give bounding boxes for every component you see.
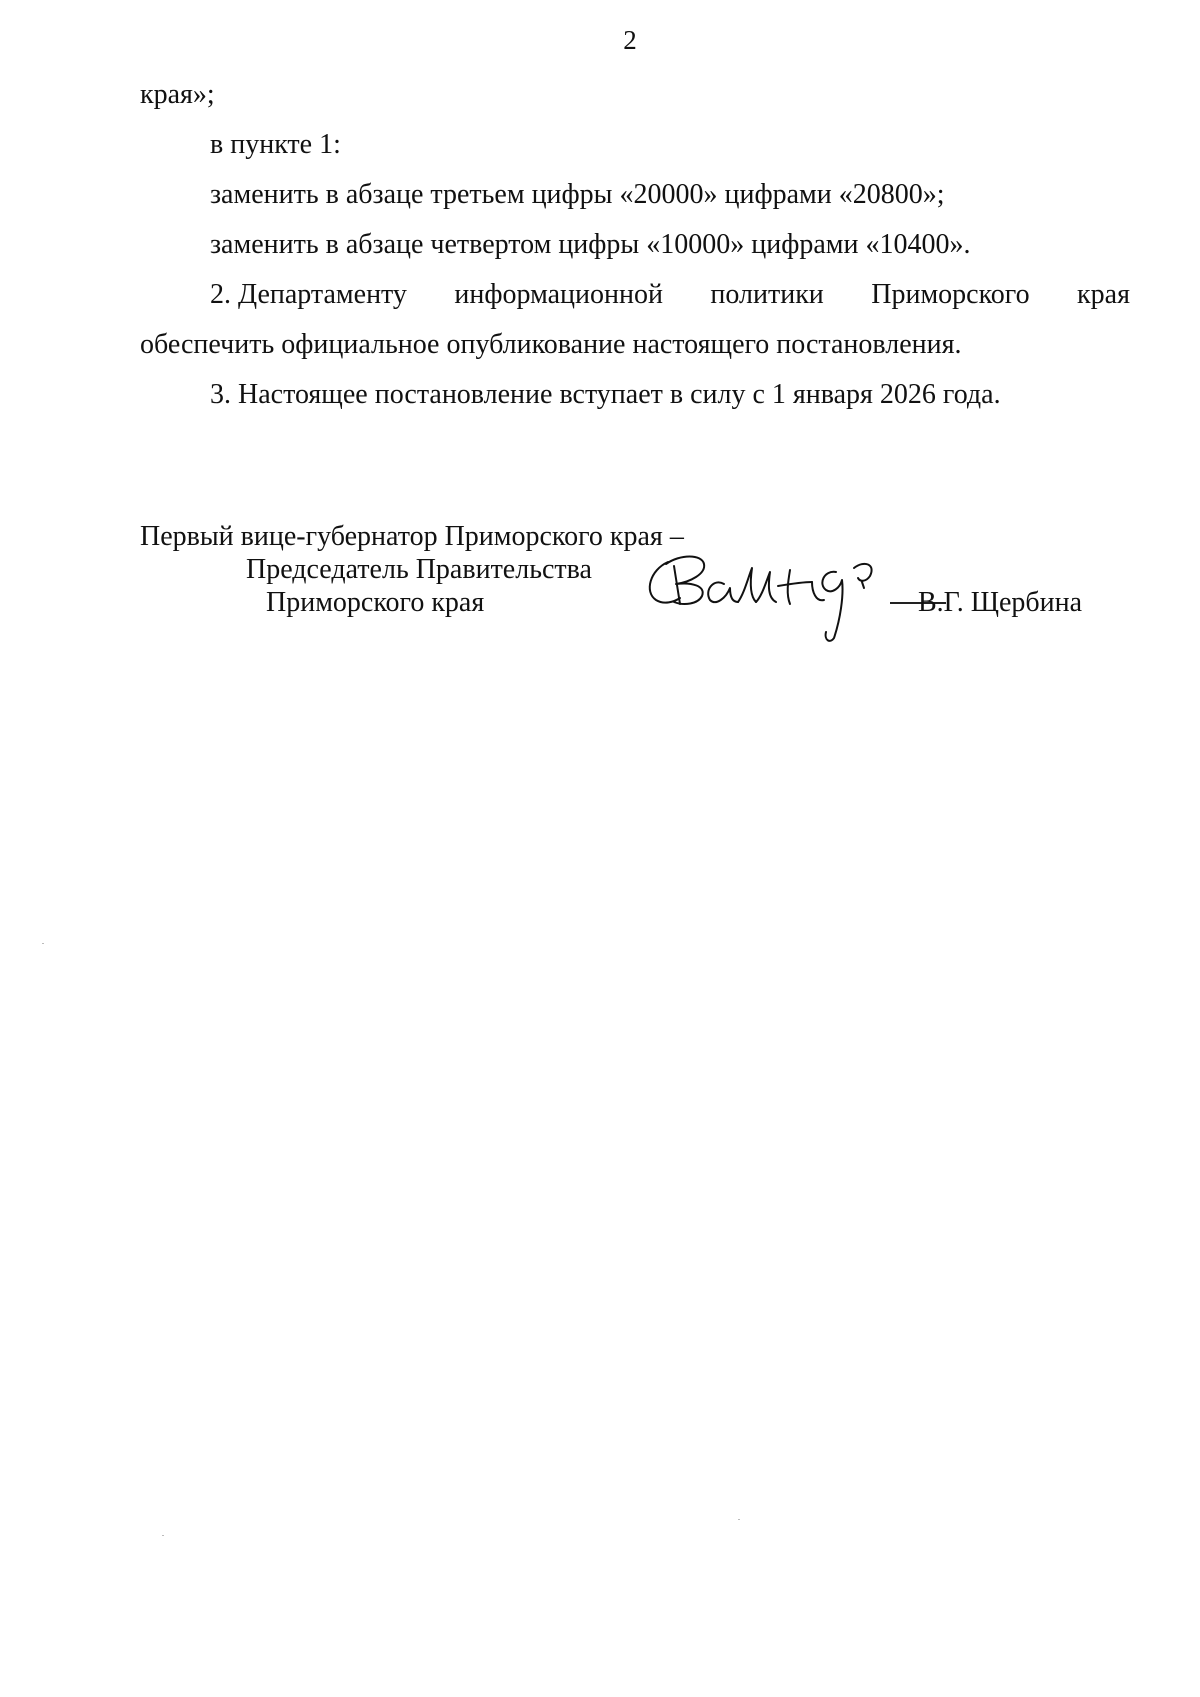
item-2-word: политики <box>710 279 824 310</box>
body-line-point-1: в пункте 1: <box>210 129 341 160</box>
item-2-word: края <box>1077 279 1130 310</box>
handwritten-signature <box>640 548 910 648</box>
scan-speck <box>42 943 44 944</box>
item-2-word: информационной <box>454 279 663 310</box>
signatory-title-line-2: Председатель Правительства <box>246 554 592 585</box>
item-3: 3. Настоящее постановление вступает в силу с 1 января 2026 года. <box>210 379 1001 410</box>
signatory-name: В.Г. Щербина <box>918 587 1083 618</box>
item-2-word: 2. Департаменту <box>210 279 407 310</box>
item-2-first-line <box>210 278 1130 312</box>
signatory-title-line-3: Приморского края <box>266 587 485 618</box>
scan-speck <box>162 1535 164 1536</box>
document-body <box>140 78 1130 418</box>
item-2-continuation: обеспечить официальное опубликование настоящего постановления. <box>140 329 962 360</box>
body-line-paragraph-4-change: заменить в абзаце четвертом цифры «10000» цифрами «10400». <box>210 229 971 260</box>
scan-speck <box>738 1519 740 1520</box>
body-line-continuation: края»; <box>140 79 215 110</box>
item-2-word: Приморского <box>871 279 1030 310</box>
body-line-paragraph-3-change: заменить в абзаце третьем цифры «20000» цифрами «20800»; <box>210 179 945 210</box>
page-number: 2 <box>623 25 637 55</box>
signatory-title-line-1: Первый вице-губернатор Приморского края – <box>140 521 684 552</box>
